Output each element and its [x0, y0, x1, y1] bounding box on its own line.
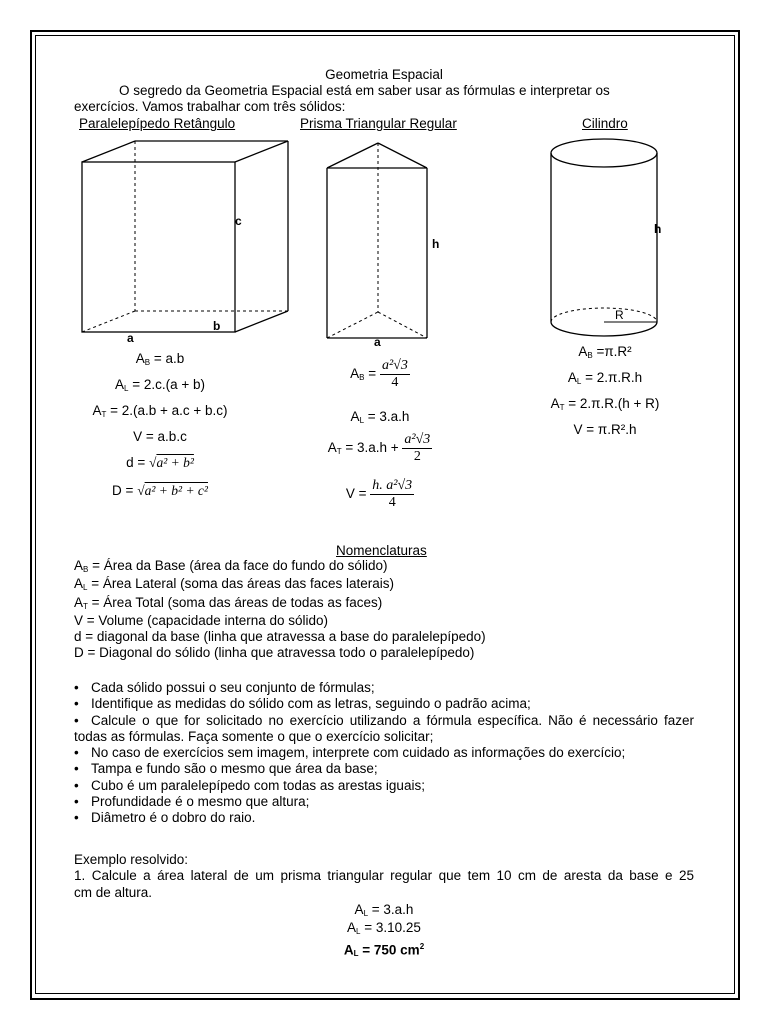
list-item: • Diâmetro é o dobro do raio. [74, 810, 256, 826]
prisma-label-h: h [432, 237, 440, 251]
example-step-2: $A_L = 3.10.25$ [347, 920, 421, 937]
list-item: • No caso de exercícios sem imagem, interprete com cuidado as informações do exercício; [74, 745, 626, 761]
list-item: • Calcule o que for solicitado no exercício utilizando a fórmula específica. Não é necessário fazer [74, 712, 694, 728]
cil-al: $A_L = 2.\pi.R.h$ [567, 370, 643, 386]
list-item: • Cubo é um paralelepípedo com todas as arestas iguais; [74, 777, 425, 793]
example-result: $A_L = 750$ $cm^2$ [343, 941, 425, 959]
nom-D: D = Diagonal do sólido (linha que atravessa todo o paralelepípedo) [74, 645, 475, 661]
tips-list [74, 680, 694, 827]
paral-label-c: c [235, 214, 242, 228]
nom-d: d = diagonal da base (linha que atravessa a base do paralelepípedo) [74, 629, 486, 645]
list-item: • Profundidade é o mesmo que altura; [74, 794, 310, 810]
paral-d: d = √a² + b² [126, 455, 194, 470]
paral-al: $A_L = 2.c.(a + b)$ [114, 377, 206, 393]
paralelepipedo-figure [82, 141, 288, 332]
intro-line-1: O segredo da Geometria Espacial está em saber usar as fórmulas e interpretar os [119, 83, 610, 98]
example-section [74, 852, 694, 901]
example-question-line-1: 1. Calcule a área lateral de um prisma triangular regular que tem 10 cm de aresta da base e 25 [74, 868, 694, 884]
prisma-figure [327, 143, 427, 338]
solids-figures [0, 0, 768, 360]
list-item: • Identifique as medidas do sólido com as letras, seguindo o padrão acima; [74, 696, 531, 712]
example-question-line-2: cm de altura. [74, 884, 153, 900]
heading-prisma: Prisma Triangular Regular [300, 116, 457, 131]
cilindro-figure [551, 139, 657, 336]
list-item-continuation: todas as fórmulas. Faça somente o que o exercício solicitar; [74, 728, 434, 744]
cil-label-R: R [615, 308, 624, 322]
nom-v: V = Volume (capacidade interna do sólido) [74, 612, 329, 628]
list-item: • Tampa e fundo são o mesmo que área da base; [74, 761, 378, 777]
prisma-ab: $A_B$ = $\frac{\text{a²√3}}{4}$ [350, 358, 408, 390]
paral-at: $A_T = 2.(a.b + a.c + b.c)$ [92, 403, 228, 419]
paral-front-face [82, 162, 235, 332]
list-item: • Cada sólido possui o seu conjunto de fórmulas; [74, 680, 375, 695]
paral-D: D = √a² + b² + c² [112, 483, 208, 498]
paral-v: V = a.b.c [133, 429, 187, 444]
nom-ab: $A_B$ = Área da Base (área da face do fundo do sólido) [74, 558, 388, 574]
example-title: Exemplo resolvido: [74, 852, 189, 867]
paral-ab: $A_B = a.b$ [135, 351, 185, 367]
prisma-al: $A_L = 3.a.h$ [350, 409, 410, 425]
prisma-v: V = $\frac{\text{h. a²√3}}{4}$ [345, 478, 413, 510]
paral-label-b: b [213, 319, 221, 333]
nomenclaturas-list [74, 558, 694, 662]
intro-line-2: exercícios. Vamos trabalhar com três sólidos: [74, 99, 346, 114]
heading-paralelepipedo: Paralelepípedo Retângulo [79, 116, 236, 131]
paral-formulas [70, 351, 250, 509]
heading-cilindro: Cilindro [582, 116, 628, 131]
cilindro-formulas [530, 344, 680, 448]
prisma-label-a: a [374, 335, 381, 349]
cil-label-h: h [654, 222, 662, 236]
cil-at: $A_T = 2.\pi.R.(h + R)$ [550, 396, 660, 412]
paral-label-a: a [127, 331, 134, 345]
nom-at: $A_T$ = Área Total (soma das áreas de todas as faces) [74, 594, 383, 611]
page-title: Geometria Espacial [325, 67, 443, 82]
example-solution [0, 902, 768, 960]
nom-al: $A_L$ = Área Lateral (soma das áreas das faces laterais) [74, 576, 395, 593]
example-step-1: $A_L = 3.a.h$ [354, 902, 414, 918]
prisma-formulas [300, 358, 460, 518]
cil-ab: $A_B =\pi.R^2$ [578, 344, 632, 360]
prisma-at: $A_T = 3.a.h$ + $\frac{\text{a²√3}}{2}$ [327, 432, 431, 464]
nomenclaturas-title: Nomenclaturas [336, 543, 427, 558]
cil-v: V = π.R².h [573, 422, 637, 437]
